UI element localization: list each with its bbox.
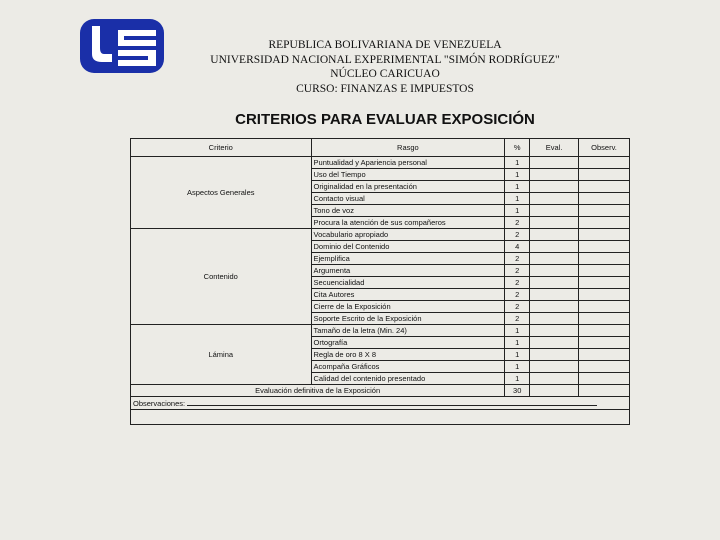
rasgo-cell: Secuencialidad [311, 277, 505, 289]
header-criterio: Criterio [131, 139, 312, 157]
eval-cell[interactable] [530, 301, 579, 313]
percent-cell: 1 [505, 169, 530, 181]
total-label: Evaluación definitiva de la Exposición [131, 385, 505, 397]
observ-cell[interactable] [579, 277, 630, 289]
rasgo-cell: Originalidad en la presentación [311, 181, 505, 193]
eval-cell[interactable] [530, 289, 579, 301]
eval-cell[interactable] [530, 265, 579, 277]
observ-cell[interactable] [579, 169, 630, 181]
university-logo [78, 16, 166, 76]
observaciones-extra-row [131, 410, 630, 425]
percent-cell: 2 [505, 265, 530, 277]
eval-cell[interactable] [530, 157, 579, 169]
observ-cell[interactable] [579, 337, 630, 349]
percent-cell: 2 [505, 277, 530, 289]
rasgo-cell: Procura la atención de sus compañeros [311, 217, 505, 229]
observ-cell[interactable] [579, 217, 630, 229]
rasgo-cell: Contacto visual [311, 193, 505, 205]
criteria-body [131, 157, 630, 385]
percent-cell: 2 [505, 253, 530, 265]
observaciones-cell[interactable] [131, 397, 630, 410]
eval-cell[interactable] [530, 337, 579, 349]
observaciones-label: Observaciones: [133, 399, 186, 408]
percent-cell: 4 [505, 241, 530, 253]
rasgo-cell: Tono de voz [311, 205, 505, 217]
observ-cell[interactable] [579, 373, 630, 385]
eval-cell[interactable] [530, 277, 579, 289]
observ-cell[interactable] [579, 325, 630, 337]
table-row [131, 229, 630, 241]
observaciones-extra-cell[interactable] [131, 410, 630, 425]
eval-cell[interactable] [530, 193, 579, 205]
rasgo-cell: Cita Autores [311, 289, 505, 301]
eval-cell[interactable] [530, 181, 579, 193]
observaciones-line [187, 397, 597, 406]
percent-cell: 1 [505, 205, 530, 217]
eval-cell[interactable] [530, 325, 579, 337]
header-percent: % [505, 139, 530, 157]
observ-cell[interactable] [579, 349, 630, 361]
observ-cell[interactable] [579, 253, 630, 265]
observaciones-row [131, 397, 630, 410]
observ-cell[interactable] [579, 241, 630, 253]
rasgo-cell: Vocabulario apropiado [311, 229, 505, 241]
institution-header [180, 38, 590, 96]
table-header-row [131, 139, 630, 157]
rasgo-cell: Tamaño de la letra (Min. 24) [311, 325, 505, 337]
eval-cell[interactable] [530, 169, 579, 181]
eval-cell[interactable] [530, 313, 579, 325]
percent-cell: 2 [505, 289, 530, 301]
eval-cell[interactable] [530, 349, 579, 361]
category-cell: Lámina [131, 325, 312, 385]
header-line-course: CURSO: FINANZAS E IMPUESTOS [296, 82, 474, 95]
observ-cell[interactable] [579, 265, 630, 277]
header-observ: Observ. [579, 139, 630, 157]
observ-cell[interactable] [579, 193, 630, 205]
rasgo-cell: Dominio del Contenido [311, 241, 505, 253]
rasgo-cell: Calidad del contenido presentado [311, 373, 505, 385]
category-cell: Aspectos Generales [131, 157, 312, 229]
observ-cell[interactable] [579, 157, 630, 169]
header-eval: Eval. [530, 139, 579, 157]
header-line-country: REPUBLICA BOLIVARIANA DE VENEZUELA [268, 39, 502, 51]
rasgo-cell: Ortografía [311, 337, 505, 349]
rasgo-cell: Acompaña Gráficos [311, 361, 505, 373]
rasgo-cell: Uso del Tiempo [311, 169, 505, 181]
total-observ-cell[interactable] [579, 385, 630, 397]
rasgo-cell: Cierre de la Exposición [311, 301, 505, 313]
percent-cell: 1 [505, 325, 530, 337]
percent-cell: 2 [505, 217, 530, 229]
category-cell: Contenido [131, 229, 312, 325]
observ-cell[interactable] [579, 205, 630, 217]
eval-cell[interactable] [530, 253, 579, 265]
percent-cell: 1 [505, 373, 530, 385]
percent-cell: 1 [505, 337, 530, 349]
total-value: 30 [505, 385, 530, 397]
percent-cell: 2 [505, 301, 530, 313]
rasgo-cell: Argumenta [311, 265, 505, 277]
total-row [131, 385, 630, 397]
percent-cell: 1 [505, 349, 530, 361]
percent-cell: 1 [505, 157, 530, 169]
percent-cell: 2 [505, 229, 530, 241]
header-rasgo: Rasgo [311, 139, 505, 157]
total-eval-cell[interactable] [530, 385, 579, 397]
percent-cell: 1 [505, 361, 530, 373]
eval-cell[interactable] [530, 229, 579, 241]
header-line-university: UNIVERSIDAD NACIONAL EXPERIMENTAL "SIMÓN RODRÍGUEZ" [210, 53, 560, 66]
eval-cell[interactable] [530, 205, 579, 217]
observ-cell[interactable] [579, 289, 630, 301]
eval-cell[interactable] [530, 217, 579, 229]
criteria-table [130, 138, 630, 425]
observ-cell[interactable] [579, 181, 630, 193]
observ-cell[interactable] [579, 313, 630, 325]
rasgo-cell: Regla de oro 8 X 8 [311, 349, 505, 361]
eval-cell[interactable] [530, 241, 579, 253]
percent-cell: 2 [505, 313, 530, 325]
table-row [131, 157, 630, 169]
header-line-campus: NÚCLEO CARICUAO [330, 68, 440, 80]
percent-cell: 1 [505, 193, 530, 205]
observ-cell[interactable] [579, 361, 630, 373]
page-title: CRITERIOS PARA EVALUAR EXPOSICIÓN [235, 111, 535, 128]
rasgo-cell: Puntualidad y Apariencia personal [311, 157, 505, 169]
rasgo-cell: Soporte Escrito de la Exposición [311, 313, 505, 325]
table-row [131, 325, 630, 337]
rasgo-cell: Ejemplifica [311, 253, 505, 265]
observ-cell[interactable] [579, 301, 630, 313]
eval-cell[interactable] [530, 361, 579, 373]
eval-cell[interactable] [530, 373, 579, 385]
observ-cell[interactable] [579, 229, 630, 241]
percent-cell: 1 [505, 181, 530, 193]
